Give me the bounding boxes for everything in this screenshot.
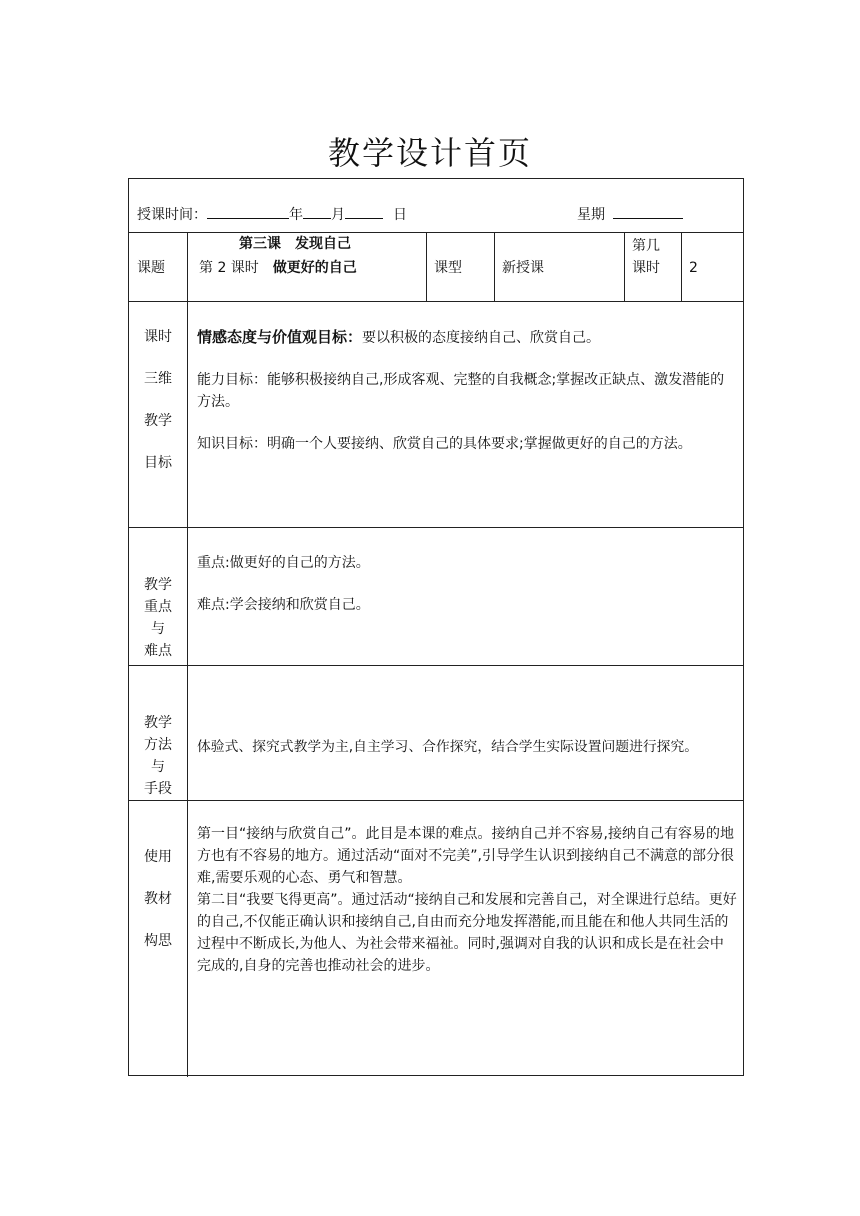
date-blank-1[interactable]	[207, 203, 289, 219]
row-time	[129, 179, 743, 233]
row-methods	[129, 666, 743, 801]
textbook-para-1: 第一目“接纳与欣赏自己”。此目是本课的难点。接纳自己并不容易,接纳自己有容易的地方也有不容易的地方。通过活动“面对不完美”,引导学生认识到接纳自己不满意的部分很难,需要乐观的心态、勇气和智慧。	[197, 826, 734, 886]
page-title: 教学设计首页	[327, 134, 532, 172]
key-label-line: 难点	[144, 643, 172, 659]
knowledge-goal: 知识目标：明确一个人要接纳、欣赏自己的具体要求;掌握做更好的自己的方法。	[197, 436, 692, 452]
date-blank-3[interactable]	[345, 203, 383, 219]
period-title: 做更好的自己	[272, 260, 357, 276]
period-prefix: 第 2 课时	[199, 260, 259, 276]
methods-label-line: 教学	[144, 715, 172, 731]
key-points-label	[129, 574, 187, 662]
textbook-label	[129, 846, 187, 952]
goals-label-line: 教学	[144, 413, 172, 429]
row-goals	[129, 302, 743, 528]
period-value: 2	[689, 260, 698, 276]
key-label-line: 教学	[144, 577, 172, 593]
week-label: 星期	[577, 207, 605, 223]
lesson-title: 第三课 发现自己	[239, 236, 351, 252]
textbook-para-2: 第二目“我要飞得更高”。通过活动“接纳自己和发展和完善自己，对全课进行总结。更好的自己,不仅能正确认识和接纳自己,自由而充分地发挥潜能,而且能在和他人共同生活的过程中不断成长,为他人、为社会带来福祉。同时,强调对自我的认识和成长是在社会中完成的,自身的完善也推动社会的进步。	[197, 892, 737, 974]
textbook-label-line: 教材	[144, 891, 172, 907]
difficulty-point: 难点:学会接纳和欣赏自己。	[197, 597, 370, 613]
textbook-label-line: 使用	[144, 849, 172, 865]
period-label-1: 第几	[632, 238, 660, 254]
methods-label	[129, 712, 187, 800]
emotion-heading: 情感态度与价值观目标：	[197, 328, 363, 346]
goals-label-line: 课时	[144, 329, 172, 345]
key-label-line: 重点	[144, 599, 172, 615]
week-blank[interactable]	[613, 203, 683, 219]
time-label: 授课时间：	[137, 207, 207, 223]
key-label-line: 与	[151, 621, 165, 637]
methods-label-line: 与	[151, 759, 165, 775]
year-label: 年	[289, 207, 303, 223]
row-textbook	[129, 801, 743, 1077]
month-label: 月	[331, 207, 345, 223]
topic-label: 课题	[137, 260, 165, 276]
emotion-text: 要以积极的态度接纳自己、欣赏自己。	[362, 330, 601, 346]
day-label: 日	[393, 207, 407, 223]
methods-label-line: 方法	[144, 737, 172, 753]
methods-label-line: 手段	[144, 781, 172, 797]
goals-label	[129, 326, 187, 474]
type-value: 新授课	[502, 260, 544, 276]
row-topic	[129, 233, 743, 302]
methods-text: 体验式、探究式教学为主,自主学习、合作探究，结合学生实际设置问题进行探究。	[197, 739, 699, 755]
lesson-design-table	[128, 178, 744, 1076]
goals-label-line: 三维	[144, 371, 172, 387]
period-label-2: 课时	[632, 260, 660, 276]
date-blank-2[interactable]	[303, 203, 331, 219]
goals-label-line: 目标	[144, 455, 172, 471]
emotion-goal	[197, 326, 737, 349]
key-point: 重点:做更好的自己的方法。	[197, 555, 370, 571]
ability-goal: 能力目标：能够积极接纳自己,形成客观、完整的自我概念;掌握改正缺点、激发潜能的方法。	[197, 372, 725, 410]
textbook-label-line: 构思	[144, 933, 172, 949]
type-label: 课型	[434, 260, 462, 276]
row-key-points	[129, 528, 743, 666]
